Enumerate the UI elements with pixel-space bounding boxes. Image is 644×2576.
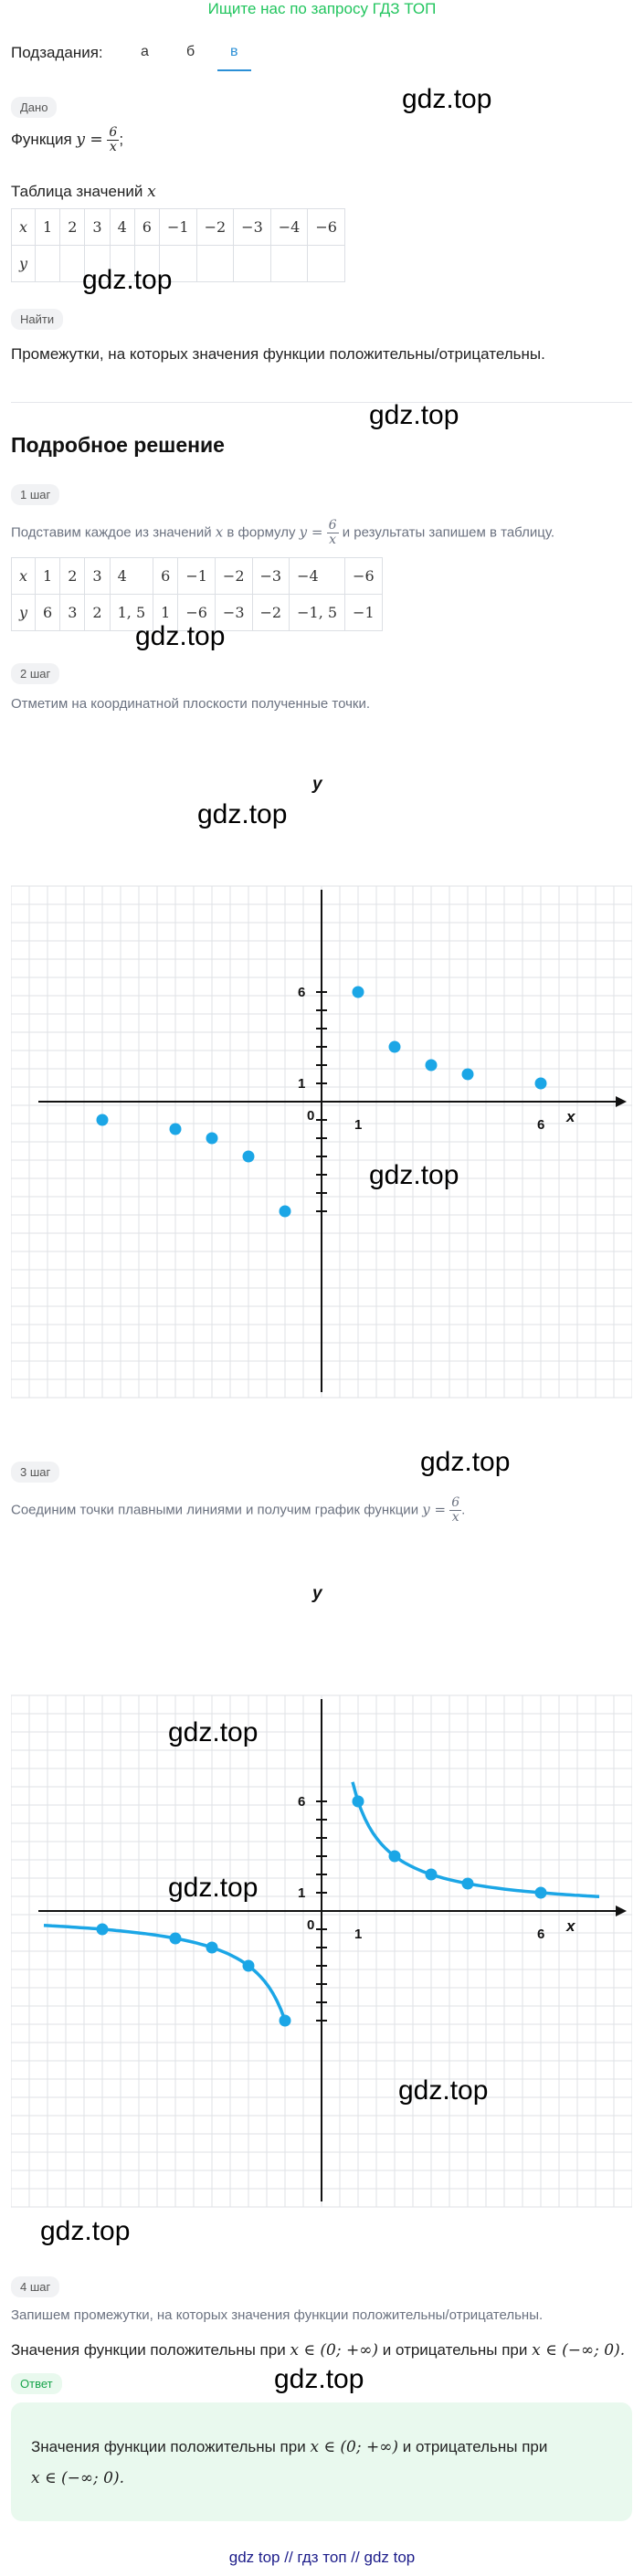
answer-text-a: Значения функции положительны при <box>31 2438 311 2455</box>
watermark: gdz.top <box>197 799 288 829</box>
bottom-links <box>0 2549 644 2567</box>
data-point <box>97 1114 109 1126</box>
table-cell <box>60 246 85 282</box>
fraction-numerator: 6 <box>109 125 118 140</box>
x-axis-label: x <box>566 1917 575 1935</box>
step1-text-b: в формулу <box>223 524 300 541</box>
data-point <box>426 1869 438 1881</box>
table-cell <box>196 246 234 282</box>
solution-title: Подробное решение <box>11 433 225 457</box>
x-tick-label-1: 1 <box>354 1927 363 1942</box>
step4-badge: 4 шаг <box>11 2276 59 2297</box>
answer-neg: x ∈ (−∞; 0). <box>31 2469 124 2487</box>
step3-expr: y = <box>422 1501 447 1518</box>
answer-text <box>31 2432 616 2494</box>
step1-values-table <box>11 557 383 631</box>
x-tick-label-6: 6 <box>537 1927 545 1942</box>
table-cell: 4 <box>110 558 153 595</box>
top-search-link[interactable]: Ищите нас по запросу ГДЗ ТОП <box>207 0 437 17</box>
y-tick-label-6: 6 <box>298 1794 306 1810</box>
tab-a[interactable]: а <box>141 44 149 59</box>
table-cell: 6 <box>134 209 159 246</box>
step2-badge: 2 шаг <box>11 663 59 684</box>
table-cell: −6 <box>345 558 383 595</box>
data-point <box>535 1078 547 1090</box>
subtasks-label: Подзадания: <box>11 44 103 61</box>
function-expr: y = <box>76 130 103 149</box>
table-cell: 2 <box>85 595 110 631</box>
bottom-link-3[interactable]: gdz top <box>364 2549 416 2566</box>
data-point <box>243 1960 255 1972</box>
table-cell: 2 <box>60 209 85 246</box>
table-cell: −1 <box>345 595 383 631</box>
data-point <box>353 1796 364 1808</box>
data-point <box>243 1151 255 1163</box>
fraction-denominator: x <box>451 1510 459 1525</box>
data-point <box>462 1069 474 1081</box>
values-table-title <box>11 183 156 201</box>
table-cell: 3 <box>60 595 85 631</box>
data-point <box>97 1924 109 1936</box>
fraction-numerator: 6 <box>451 1495 460 1510</box>
table-cell: −3 <box>215 595 252 631</box>
bottom-link-1[interactable]: gdz top <box>228 2549 280 2566</box>
table-cell: −1 <box>159 209 196 246</box>
function-definition <box>11 126 123 154</box>
watermark: gdz.top <box>398 2075 489 2106</box>
given-row-x <box>12 209 345 246</box>
x-tick-label-1: 1 <box>354 1117 363 1133</box>
step1-text <box>11 519 554 547</box>
data-point <box>206 1942 218 1954</box>
table-cell <box>234 246 271 282</box>
table-cell: −3 <box>252 558 290 595</box>
data-point <box>170 1933 182 1945</box>
step1-badge: 1 шаг <box>11 484 59 505</box>
table-cell: 3 <box>85 558 110 595</box>
fraction-numerator: 6 <box>328 518 337 533</box>
step3-text-a: Соединим точки плавными линиями и получим график функции <box>11 1502 423 1518</box>
watermark: gdz.top <box>402 84 492 114</box>
table-cell: −2 <box>252 595 290 631</box>
table-cell: 6 <box>153 558 178 595</box>
given-values-table <box>11 208 345 282</box>
values-table-title-text: Таблица значений <box>11 183 148 200</box>
table-cell: 2 <box>60 558 85 595</box>
step3-fraction <box>449 1496 461 1525</box>
watermark: gdz.top <box>369 1160 459 1190</box>
step1-text-c: и результаты запишем в таблицу. <box>338 524 554 541</box>
find-badge: Найти <box>11 309 63 330</box>
step4-result-neg: x ∈ (−∞; 0). <box>532 2341 626 2360</box>
watermark: gdz.top <box>168 1717 259 1747</box>
function-prefix: Функция <box>11 130 77 148</box>
table-cell <box>36 246 60 282</box>
function-fraction <box>107 126 119 154</box>
given-row-y <box>12 246 345 282</box>
y-axis-label: y <box>312 1584 322 1603</box>
y-tick-label-6: 6 <box>298 985 306 1000</box>
answer-pos: x ∈ (0; +∞) <box>310 2438 399 2456</box>
data-point <box>280 1206 291 1218</box>
table-header-cell: x <box>12 558 36 595</box>
step1-row-x <box>12 558 383 595</box>
step4-text: Запишем промежутки, на которых значения функции положительны/отрицательны. <box>11 2307 544 2323</box>
data-point <box>353 987 364 998</box>
step4-result-a: Значения функции положительны при <box>11 2341 290 2359</box>
table-cell: −1 <box>178 558 216 595</box>
hyperbola-branch <box>353 1782 599 1896</box>
data-point <box>462 1878 474 1890</box>
tab-v[interactable]: в <box>217 42 251 71</box>
watermark: gdz.top <box>82 265 173 295</box>
step4-result-b: и отрицательны при <box>378 2341 533 2359</box>
answer-text-b: и отрицательны при <box>398 2438 548 2455</box>
data-point <box>280 2015 291 2027</box>
given-badge: Дано <box>11 97 57 118</box>
table-cell: 1 <box>36 209 60 246</box>
table-cell: 1 <box>36 558 60 595</box>
table-header-cell: y <box>12 246 36 282</box>
section-divider <box>11 402 632 403</box>
data-point <box>389 1041 401 1053</box>
watermark: gdz.top <box>40 2216 131 2246</box>
watermark: gdz.top <box>168 1873 259 1903</box>
tab-b[interactable]: б <box>186 44 195 59</box>
table-cell: 3 <box>85 209 110 246</box>
data-point <box>206 1133 218 1145</box>
data-point <box>535 1887 547 1899</box>
table-cell <box>308 246 345 282</box>
table-cell: −4 <box>290 558 345 595</box>
table-cell: 6 <box>36 595 60 631</box>
y-tick-label-1: 1 <box>298 1076 306 1092</box>
table-cell: −6 <box>308 209 345 246</box>
answer-badge: Ответ <box>11 2373 62 2394</box>
data-point <box>389 1851 401 1863</box>
scatter-graph <box>11 758 632 1416</box>
step1-var: x <box>215 523 224 541</box>
table-cell: −4 <box>270 209 308 246</box>
fraction-denominator: x <box>109 140 117 154</box>
bottom-link-2[interactable]: гдз топ <box>297 2549 347 2566</box>
table-cell: 4 <box>110 209 134 246</box>
data-point <box>426 1060 438 1072</box>
bottom-separator: // <box>284 2549 293 2566</box>
table-cell <box>270 246 308 282</box>
step4-result-pos: x ∈ (0; +∞) <box>290 2341 379 2360</box>
origin-label: 0 <box>307 1917 315 1933</box>
table-cell: 1 <box>153 595 178 631</box>
watermark: gdz.top <box>135 621 226 651</box>
table-cell: −2 <box>215 558 252 595</box>
bottom-separator: // <box>351 2549 360 2566</box>
step2-text: Отметим на координатной плоскости полученные точки. <box>11 696 371 712</box>
table-cell: −1, 5 <box>290 595 345 631</box>
y-axis-label: y <box>312 775 322 794</box>
watermark: gdz.top <box>369 400 459 430</box>
table-header-cell: y <box>12 595 36 631</box>
table-cell: 1, 5 <box>110 595 153 631</box>
step3-text <box>11 1496 465 1525</box>
find-text: Промежутки, на которых значения функции положительны/отрицательны. <box>11 345 545 363</box>
function-suffix: ; <box>119 130 124 148</box>
y-tick-label-1: 1 <box>298 1885 306 1901</box>
table-header-cell: x <box>12 209 36 246</box>
x-axis-label: x <box>566 1108 575 1125</box>
step1-expr: y = <box>299 523 323 541</box>
hyperbola-graph <box>11 1568 632 2225</box>
values-table-title-var: x <box>147 183 156 201</box>
origin-label: 0 <box>307 1108 315 1124</box>
table-cell: −2 <box>196 209 234 246</box>
step4-result <box>11 2337 632 2364</box>
x-tick-label-6: 6 <box>537 1117 545 1133</box>
step1-fraction <box>327 519 339 547</box>
table-cell: −6 <box>178 595 216 631</box>
watermark: gdz.top <box>420 1447 511 1477</box>
step3-text-b: . <box>461 1502 466 1518</box>
step1-text-a: Подставим каждое из значений <box>11 524 216 541</box>
table-cell: −3 <box>234 209 271 246</box>
data-point <box>170 1124 182 1135</box>
fraction-denominator: x <box>329 533 337 547</box>
watermark: gdz.top <box>274 2364 364 2394</box>
step3-badge: 3 шаг <box>11 1462 59 1483</box>
